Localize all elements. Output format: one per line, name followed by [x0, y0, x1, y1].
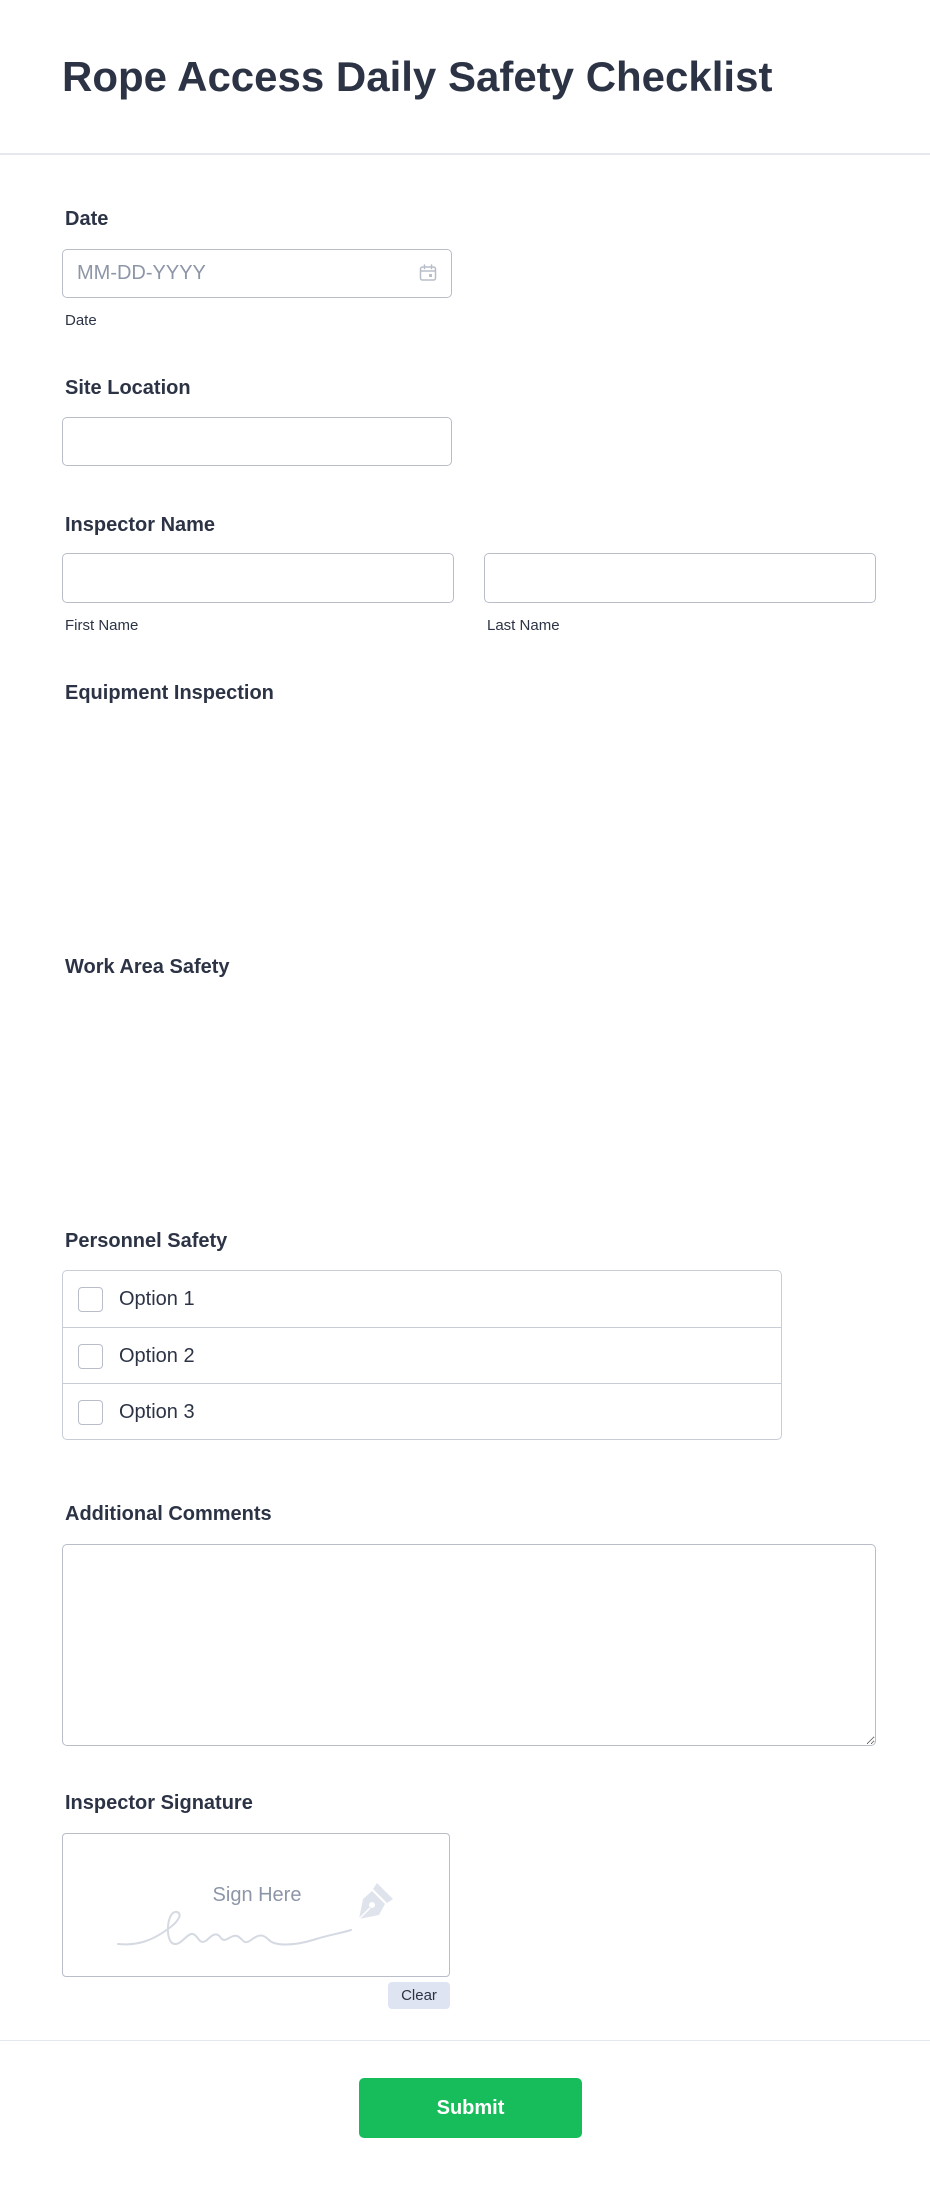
- first-name-sublabel: First Name: [65, 617, 139, 634]
- form-header: [0, 0, 930, 155]
- calendar-icon[interactable]: [418, 263, 438, 283]
- site-location-input[interactable]: [62, 417, 452, 466]
- form-title: Rope Access Daily Safety Checklist: [62, 53, 773, 100]
- checkbox-option-2-label[interactable]: Option 2: [119, 1345, 195, 1367]
- date-sublabel: Date: [65, 312, 97, 329]
- site-location-label: Site Location: [65, 377, 191, 399]
- date-input[interactable]: [62, 249, 452, 298]
- inspector-name-label: Inspector Name: [65, 514, 216, 536]
- first-name-input[interactable]: [62, 553, 454, 603]
- work-area-safety-label: Work Area Safety: [65, 956, 230, 978]
- checkbox-option-1[interactable]: [63, 1271, 781, 1327]
- equipment-inspection-label: Equipment Inspection: [65, 682, 274, 704]
- inspector-signature-label: Inspector Signature: [65, 1792, 253, 1814]
- checkbox-option-2[interactable]: [63, 1327, 781, 1383]
- last-name-input[interactable]: [484, 553, 876, 603]
- signature-placeholder: Sign Here: [212, 1884, 302, 1906]
- checkbox-option-1-label[interactable]: Option 1: [119, 1288, 195, 1310]
- checkbox-1[interactable]: [78, 1287, 103, 1312]
- footer-divider: [0, 2040, 930, 2041]
- checkbox-option-3-label[interactable]: Option 3: [119, 1401, 195, 1423]
- clear-signature-button[interactable]: Clear: [388, 1982, 450, 2009]
- submit-button[interactable]: Submit: [359, 2078, 582, 2138]
- signature-pad[interactable]: [62, 1833, 450, 1977]
- last-name-sublabel: Last Name: [487, 617, 560, 634]
- additional-comments-textarea[interactable]: [62, 1544, 876, 1746]
- personnel-safety-checkbox-group: [62, 1270, 782, 1440]
- checkbox-option-3[interactable]: [63, 1383, 781, 1439]
- date-label: Date: [65, 208, 109, 230]
- checkbox-3[interactable]: [78, 1400, 103, 1425]
- checkbox-2[interactable]: [78, 1344, 103, 1369]
- additional-comments-label: Additional Comments: [65, 1503, 272, 1525]
- personnel-safety-label: Personnel Safety: [65, 1230, 228, 1252]
- date-input-wrapper: [62, 249, 452, 298]
